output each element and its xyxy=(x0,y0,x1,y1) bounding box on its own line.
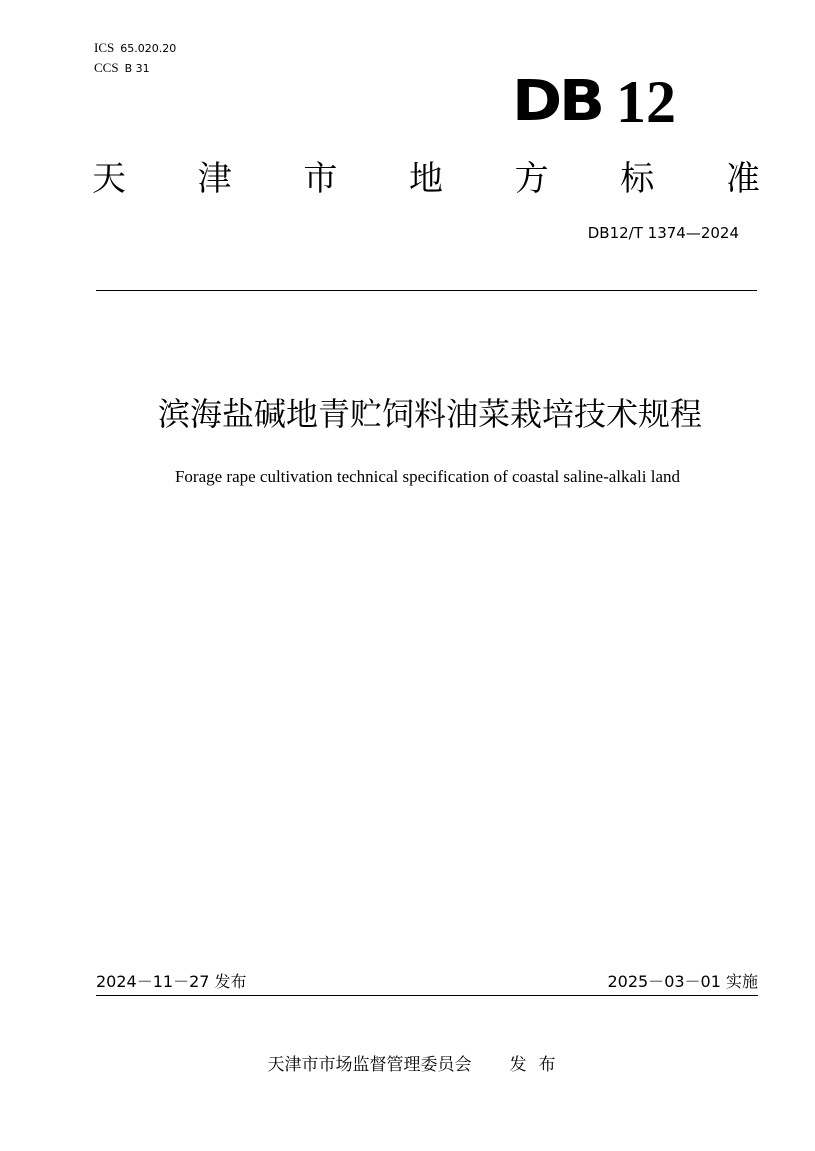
publish-label: 发布 xyxy=(509,1055,568,1075)
standard-type-char: 准 xyxy=(725,159,760,199)
standard-type-char: 方 xyxy=(514,159,549,199)
standard-type-title xyxy=(92,158,760,200)
standard-type-char: 标 xyxy=(620,159,655,199)
ccs-line xyxy=(94,60,150,77)
issue-date: 2024－11－27 发布 xyxy=(96,972,247,991)
document-title-en: Forage rape cultivation technical specification of coastal saline-alkali land xyxy=(174,467,681,486)
db-logo-letters: DB xyxy=(512,69,602,134)
implementation-date: 2025－03－01 实施 xyxy=(607,972,758,991)
document-title-zh: 滨海盐碱地青贮饲料油菜栽培技术规程 xyxy=(157,395,702,433)
bottom-divider xyxy=(96,995,758,996)
standard-code: DB12/T 1374—2024 xyxy=(587,224,739,242)
ics-value: 65.020.20 xyxy=(120,42,177,55)
standard-type-char: 地 xyxy=(408,159,443,199)
ics-line xyxy=(94,40,176,57)
issuer-line xyxy=(0,1053,815,1077)
ics-label: ICS xyxy=(94,40,115,55)
standard-type-char: 津 xyxy=(197,159,232,199)
ccs-label: CCS xyxy=(94,60,119,75)
top-divider xyxy=(96,290,757,291)
issuer-name: 天津市市场监督管理委员会 xyxy=(267,1055,472,1075)
standard-type-char: 天 xyxy=(92,159,126,199)
db-logo-number: 12 xyxy=(616,69,676,135)
ccs-value: B 31 xyxy=(124,62,150,75)
standard-type-char: 市 xyxy=(303,159,338,199)
